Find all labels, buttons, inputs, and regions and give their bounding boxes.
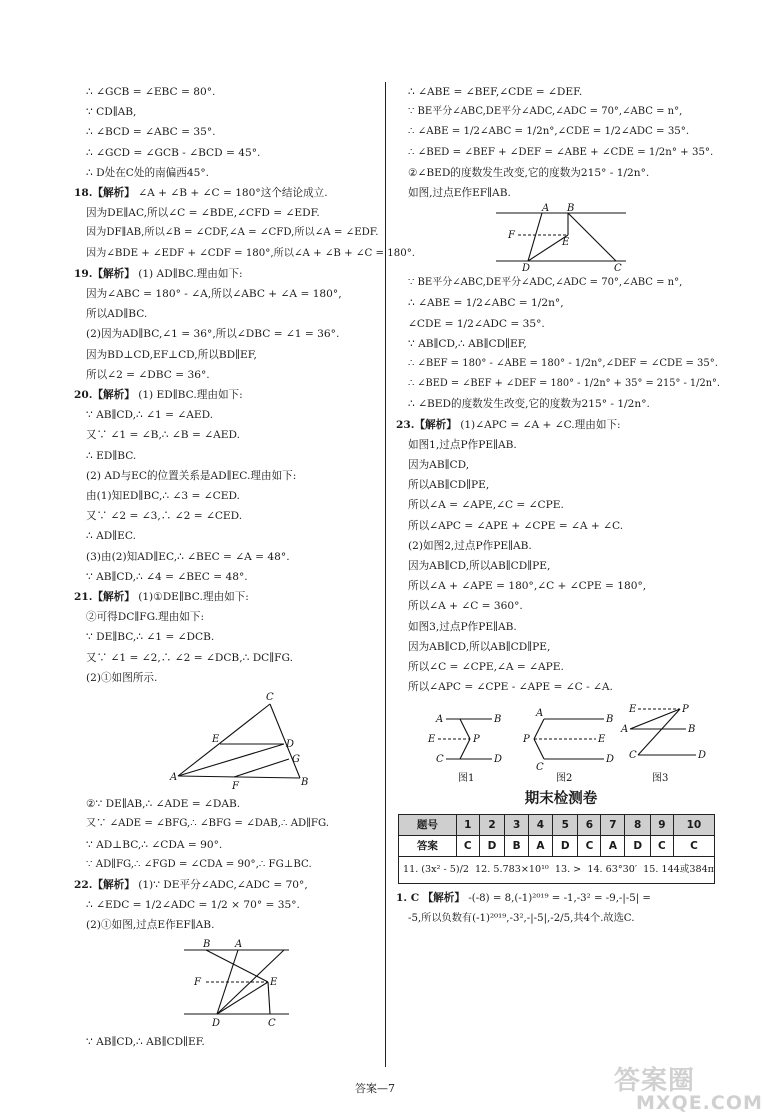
point-label: E xyxy=(562,237,570,249)
text-line: 因为∠ABC = 180° - ∠A,所以∠ABC + ∠A = 180°, xyxy=(86,288,342,301)
table-cell: 2 xyxy=(479,814,505,835)
answer-15: 15. 144或384π xyxy=(643,863,714,875)
answer-table xyxy=(398,814,715,884)
table-cell: 1 xyxy=(456,814,479,835)
table-row xyxy=(399,857,715,884)
watermark-logo xyxy=(606,1060,763,1118)
text-line: ∴ ∠BED = ∠BEF + ∠DEF = ∠ABE + ∠CDE = 1/2n° + 35°. xyxy=(408,146,714,158)
table-cell: C xyxy=(673,835,714,856)
right-column xyxy=(396,82,726,930)
text-line: ∴ ∠GCD = ∠GCB - ∠BCD = 45°. xyxy=(86,146,261,159)
analysis-tag: 【解析】 xyxy=(92,389,135,402)
parallel-lines-figure-q22 xyxy=(74,938,374,1030)
text-line: 因为DE∥AC,所以∠C = ∠BDE,∠CFD = ∠EDF. xyxy=(86,207,320,220)
text-line: (1)∠APC = ∠A + ∠C.理由如下: xyxy=(460,418,621,431)
point-label: C xyxy=(536,762,544,774)
table-cell: 答案 xyxy=(399,835,457,856)
text-line: ∴ ∠ABE = 1/2∠ABC = 1/2n°,∠CDE = 1/2∠ADC = 35°. xyxy=(408,126,690,138)
analysis-tag: 【解析】 xyxy=(92,878,135,891)
point-label: D xyxy=(286,739,295,751)
text-line: ∴ ED∥BC. xyxy=(86,449,137,462)
point-label: E xyxy=(270,976,278,988)
point-label: P xyxy=(523,734,530,746)
question-number: 23. xyxy=(396,418,415,431)
question-number: 22. xyxy=(74,878,93,891)
point-label: B xyxy=(203,938,211,950)
point-label: F xyxy=(232,781,239,793)
point-label: A xyxy=(542,203,550,215)
text-line: ②∠BED的度数发生改变,它的度数为215° - 1/2n°. xyxy=(408,166,650,179)
text-line: (2)①如图所示. xyxy=(86,671,158,684)
text-line: ∴ ∠BED = ∠BEF + ∠DEF = 180° - 1/2n° + 35° = 215° - 1/2n°. xyxy=(408,378,721,390)
text-line: 因为AB∥CD,所以AB∥CD∥PE, xyxy=(408,640,551,653)
point-label: B xyxy=(688,724,696,736)
text-line: ∵ DE∥BC,∴ ∠1 = ∠DCB. xyxy=(86,631,215,644)
point-label: A xyxy=(621,724,629,736)
point-label: P xyxy=(473,734,480,746)
point-label: P xyxy=(682,704,689,716)
table-cell: 5 xyxy=(552,814,578,835)
page-footer: 答案—7 xyxy=(355,1082,395,1095)
text-line: 又∵ ∠2 = ∠3,∴ ∠2 = ∠CED. xyxy=(86,510,243,523)
question-18-head xyxy=(74,183,374,203)
text-line: 所以∠A + ∠C = 360°. xyxy=(408,600,523,613)
text-line: (2)因为AD∥BC,∠1 = 36°,所以∠DBC = ∠1 = 36°. xyxy=(86,328,340,341)
table-cell: D xyxy=(625,835,651,856)
text-line: 又∵ ∠1 = ∠B,∴ ∠B = ∠AED. xyxy=(86,429,240,442)
text-line: 因为AB∥CD, xyxy=(408,459,470,472)
point-label: E xyxy=(212,734,220,746)
analysis-tag: 【解析】 xyxy=(422,892,465,905)
text-line: (1) AD∥BC.理由如下: xyxy=(138,267,243,280)
text-line: 因为BD⊥CD,EF⊥CD,所以BD∥EF, xyxy=(86,348,257,361)
point-label: F xyxy=(194,976,201,988)
answer-12: 12. 5.783×10¹⁰ xyxy=(475,863,549,875)
text-line: ∴ ∠ABE = 1/2∠ABC = 1/2n°, xyxy=(408,297,564,310)
point-label: A xyxy=(170,772,178,784)
text-line: 因为∠BDE + ∠EDF + ∠CDF = 180°,所以∠A + ∠B + ∠C = 180°. xyxy=(86,247,416,259)
table-cell: 3 xyxy=(505,814,529,835)
analysis-tag: 【解析】 xyxy=(92,187,135,200)
question-1-head xyxy=(396,888,726,909)
text-line: (2)①如图,过点E作EF∥AB. xyxy=(86,919,215,932)
text-line: ∵ BE平分∠ABC,DE平分∠ADC,∠ADC = 70°,∠ABC = n°, xyxy=(408,106,683,118)
table-cell: 10 xyxy=(673,814,714,835)
text-line: ∵ CD∥AB, xyxy=(86,106,137,119)
fill-in-answers xyxy=(399,857,715,884)
column-divider xyxy=(385,82,386,1067)
answer-13: 13. > xyxy=(554,863,582,875)
question-number: 1. C xyxy=(396,892,420,905)
point-label: B xyxy=(606,714,614,726)
exam-section-title: 期末检测卷 xyxy=(524,791,598,808)
analysis-tag: 【解析】 xyxy=(92,267,135,280)
point-label: E xyxy=(598,734,606,746)
point-label: A xyxy=(536,708,544,720)
point-label: E xyxy=(629,704,637,716)
text-line: (2)如图2,过点P作PE∥AB. xyxy=(408,539,532,552)
text-line: 因为AB∥CD,所以AB∥CD∥PE, xyxy=(408,560,551,573)
point-label: D xyxy=(522,263,531,275)
text-line: ∵ AB∥CD,∴ AB∥CD∥EF, xyxy=(408,337,527,350)
point-label: A xyxy=(235,938,243,950)
q23-figures xyxy=(396,699,726,785)
table-cell: D xyxy=(479,835,505,856)
answer-11: 11. (3x² - 5)/2 xyxy=(403,863,469,875)
point-label: D xyxy=(606,754,615,766)
point-label: D xyxy=(698,750,707,762)
text-line: ∵ AB∥CD,∴ ∠1 = ∠AED. xyxy=(86,409,214,422)
point-label: C xyxy=(436,754,444,766)
text-line: (1)①DE∥BC.理由如下: xyxy=(138,591,249,604)
text-line: 所以∠2 = ∠DBC = 36°. xyxy=(86,368,210,381)
table-cell: D xyxy=(552,835,578,856)
text-line: ∴ ∠BEF = 180° - ∠ABE = 180° - 1/2n°,∠DEF = ∠CDE = 35°. xyxy=(408,358,718,370)
question-number: 18. xyxy=(74,187,93,200)
table-cell: C xyxy=(456,835,479,856)
table-cell: B xyxy=(505,835,529,856)
table-cell: 6 xyxy=(578,814,601,835)
table-cell: C xyxy=(578,835,601,856)
text-line: ∵ AB∥CD,∴ ∠4 = ∠BEC = 48°. xyxy=(86,570,248,583)
text-line: ∠CDE = 1/2∠ADC = 35°. xyxy=(408,317,545,330)
question-20-head xyxy=(74,385,374,405)
table-cell: 题号 xyxy=(399,814,457,835)
text-line: 所以∠A + ∠APE = 180°,∠C + ∠CPE = 180°, xyxy=(408,580,647,593)
text-line: 如图1,过点P作PE∥AB. xyxy=(408,438,517,451)
text-line: ∴ AD∥EC. xyxy=(86,530,136,543)
text-line: ∴ ∠GCB = ∠EBC = 80°. xyxy=(86,86,216,98)
text-line: (1)∵ DE平分∠ADC,∠ADC = 70°, xyxy=(138,878,308,891)
figure-caption: 图3 xyxy=(652,773,669,785)
point-label: C xyxy=(268,1017,276,1029)
text-line: (2) AD与EC的位置关系是AD∥EC.理由如下: xyxy=(86,469,297,482)
text-line: ∵ AD∥FG,∴ ∠FGD = ∠CDA = 90°,∴ FG⊥BC. xyxy=(86,858,312,870)
text-line: (1) ED∥BC.理由如下: xyxy=(138,389,243,402)
point-label: C xyxy=(266,692,274,704)
text-line: 又∵ ∠ADE = ∠BFG,∴ ∠BFG = ∠DAB,∴ AD∥FG. xyxy=(86,818,330,830)
table-cell: 4 xyxy=(528,814,552,835)
text-line: ∴ D处在C处的南偏西45°. xyxy=(86,166,210,179)
point-label: F xyxy=(508,230,515,242)
text-line: 所以∠A = ∠APE,∠C = ∠CPE. xyxy=(408,499,564,512)
table-cell: A xyxy=(601,835,625,856)
text-line: 由(1)知ED∥BC,∴ ∠3 = ∠CED. xyxy=(86,490,240,503)
point-label: B xyxy=(301,777,309,789)
point-label: C xyxy=(614,263,622,275)
text-line: (3)由(2)知AD∥EC,∴ ∠BEC = ∠A = 48°. xyxy=(86,550,290,563)
analysis-tag: 【解析】 xyxy=(414,418,457,431)
watermark-text: 答案圈 xyxy=(614,1066,696,1096)
question-19-head xyxy=(74,264,374,284)
text-line: 所以AB∥CD∥PE, xyxy=(408,479,490,492)
text-line: 如图,过点E作EF∥AB. xyxy=(408,187,511,200)
question-22-head xyxy=(74,875,374,895)
point-label: B xyxy=(567,203,575,215)
text-line: 所以AD∥BC. xyxy=(86,308,148,321)
table-row xyxy=(399,835,715,856)
point-label: B xyxy=(494,714,502,726)
table-cell: 7 xyxy=(601,814,625,835)
text-line: 所以∠APC = ∠CPE - ∠APE = ∠C - ∠A. xyxy=(408,681,613,694)
table-cell: A xyxy=(528,835,552,856)
text-line: ∵ BE平分∠ABC,DE平分∠ADC,∠ADC = 70°,∠ABC = n°, xyxy=(408,277,683,289)
text-line: ∴ ∠ABE = ∠BEF,∠CDE = ∠DEF. xyxy=(408,86,583,98)
question-21-head xyxy=(74,587,374,607)
point-label: D xyxy=(212,1017,221,1029)
text-line: 所以∠APC = ∠APE + ∠CPE = ∠A + ∠C. xyxy=(408,519,624,532)
question-number: 19. xyxy=(74,267,93,280)
text-line: ②可得DC∥FG.理由如下: xyxy=(86,611,205,624)
text-line: 如图3,过点P作PE∥AB. xyxy=(408,620,517,633)
text-line: 所以∠C = ∠CPE,∠A = ∠APE. xyxy=(408,661,564,674)
point-label: G xyxy=(292,754,300,766)
text-line: 又∵ ∠1 = ∠2,∴ ∠2 = ∠DCB,∴ DC∥FG. xyxy=(86,651,293,664)
text-line: ∴ ∠EDC = 1/2∠ADC = 1/2 × 70° = 35°. xyxy=(86,899,300,912)
table-cell: 9 xyxy=(650,814,673,835)
text-line: ∠A + ∠B + ∠C = 180°这个结论成立. xyxy=(138,187,328,200)
point-label: E xyxy=(428,734,436,746)
table-cell: 8 xyxy=(625,814,651,835)
question-23-head xyxy=(396,415,726,435)
text-line: ∴ ∠BCD = ∠ABC = 35°. xyxy=(86,126,216,139)
triangle-figure-q21 xyxy=(74,690,374,792)
table-row xyxy=(399,814,715,835)
point-label: A xyxy=(436,714,444,726)
figure-caption: 图2 xyxy=(556,773,573,785)
question-number: 20. xyxy=(74,389,93,402)
question-number: 21. xyxy=(74,591,93,604)
answer-14: 14. 63°30′ xyxy=(587,863,638,875)
table-cell: C xyxy=(650,835,673,856)
text-line: ∴ ∠BED的度数发生改变,它的度数为215° - 1/2n°. xyxy=(408,398,650,411)
text-line: ②∵ DE∥AB,∴ ∠ADE = ∠DAB. xyxy=(86,798,241,811)
watermark-url: MXQE.COM xyxy=(636,1092,763,1114)
figure-caption: 图1 xyxy=(458,773,475,785)
text-line: -(-8) = 8,(-1)²⁰¹⁹ = -1,-3² = -9,-|-5| = xyxy=(468,893,651,905)
point-label: C xyxy=(629,750,637,762)
text-line: -5,所以负数有(-1)²⁰¹⁹,-3²,-|-5|,-2/5,共4个.故选C. xyxy=(408,913,635,925)
text-line: ∵ AB∥CD,∴ AB∥CD∥EF. xyxy=(86,1035,205,1048)
point-label: D xyxy=(494,754,503,766)
parallel-lines-figure-q22-b xyxy=(396,203,726,275)
text-line: ∵ AD⊥BC,∴ ∠CDA = 90°. xyxy=(86,838,223,851)
analysis-tag: 【解析】 xyxy=(92,591,135,604)
text-line: 因为DF∥AB,所以∠B = ∠CDF,∠A = ∠CFD,所以∠A = ∠EDF. xyxy=(86,227,379,239)
